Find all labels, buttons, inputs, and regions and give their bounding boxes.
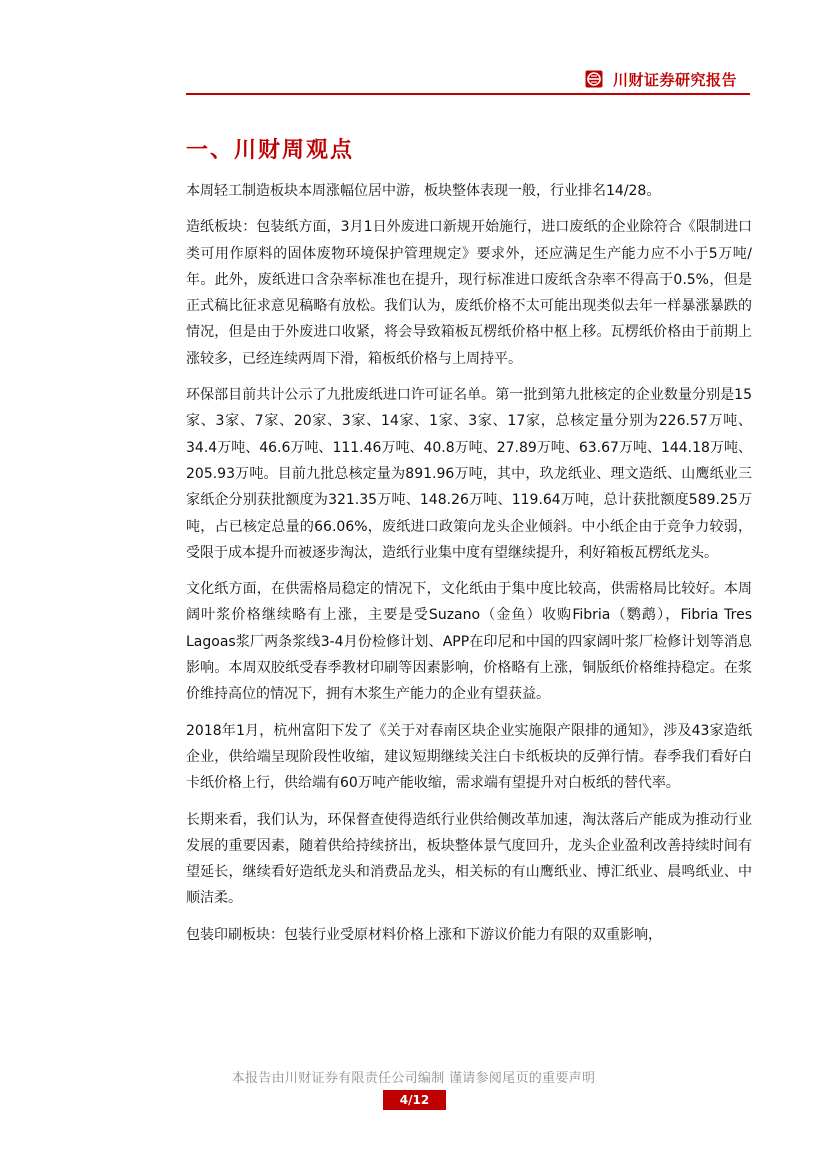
paragraph-3: 环保部目前共计公示了九批废纸进口许可证名单。第一批到第九批核定的企业数量分别是15家、3家、7家、20家、3家、14家、1家、3家、17家，总核定量分别为226.57万吨、34.4万吨、46.6万吨、111.46万吨、40.8万吨、27.89万吨、63.67万吨、144.18万吨、205.93万吨。目前九批总核定量为891.96万吨，其中，玖龙纸业、理文造纸、山鹰纸业三家纸企分别获批额度为321.35万吨、148.26万吨、119.64万吨，总计获批额度589.25万吨，占已核定总量的66.06%，废纸进口政策向龙头企业倾斜。中小纸企由于竞争力较弱，受限于成本提升而被逐步淘汰，造纸行业集中度有望继续提升，利好箱板瓦楞纸龙头。 — [186, 387, 752, 561]
paragraph-4: 文化纸方面，在供需格局稳定的情况下，文化纸由于集中度比较高，供需格局比较好。本周阔叶浆价格继续略有上涨，主要是受Suzano（金鱼）收购Fibria（鹦鹉），Fibria Tres Lagoas浆厂两条浆线3-4月份检修计划、APP在印尼和中国的四家阔叶浆厂检修计划等消息影响。本周双胶纸受春季教材印刷等因素影响，价格略有上涨，铜版纸价格维持稳定。在浆价维持高位的情况下，拥有木浆生产能力的企业有望获益。 — [186, 581, 752, 703]
paragraph-5: 2018年1月，杭州富阳下发了《关于对春南区块企业实施限产限排的通知》，涉及43家造纸企业，供给端呈现阶段性收缩，建议短期继续关注白卡纸板块的反弹行情。春季我们看好白卡纸价格上行，供给端有60万吨产能收缩，需求端有望提升对白板纸的替代率。 — [186, 722, 752, 792]
chuancai-logo-icon — [585, 70, 603, 88]
paragraph-7: 包装印刷板块：包装行业受原材料价格上涨和下游议价能力有限的双重影响， — [186, 926, 662, 943]
paragraph-2: 造纸板块：包装纸方面，3月1日外废进口新规开始施行，进口废纸的企业除符合《限制进口类可用作原料的固体废物环境保护管理规定》要求外，还应满足生产能力应不小于5万吨/年。此外，废纸进口含杂率标准也在提升，现行标准进口废纸含杂率不得高于0.5%，但是正式稿比征求意见稿略有放松。我们认为，废纸价格不太可能出现类似去年一样暴涨暴跌的情况，但是由于外废进口收紧，将会导致箱板瓦楞纸价格中枢上移。瓦楞纸价格由于前期上涨较多，已经连续两周下滑，箱板纸价格与上周持平。 — [186, 219, 752, 367]
header-title: 川财证券研究报告 — [613, 70, 738, 89]
page-number: 4/12 — [383, 1090, 446, 1110]
report-body — [186, 178, 752, 958]
header-divider — [186, 93, 750, 95]
report-header — [585, 66, 750, 92]
footer-disclaimer: 本报告由川财证券有限责任公司编制 谨请参阅尾页的重要声明 — [231, 1071, 596, 1086]
paragraph-6: 长期来看，我们认为，环保督查使得造纸行业供给侧改革加速，淘汰落后产能成为推动行业发展的重要因素，随着供给持续挤出，板块整体景气度回升，龙头企业盈利改善持续时间有望延长，继续看好造纸龙头和消费品龙头，相关标的有山鹰纸业、博汇纸业、晨鸣纸业、中顺洁柔。 — [186, 811, 752, 907]
paragraph-1: 本周轻工制造板块本周涨幅位居中游，板块整体表现一般，行业排名14/28。 — [186, 183, 661, 199]
section-title: 一、川财周观点 — [186, 138, 355, 163]
